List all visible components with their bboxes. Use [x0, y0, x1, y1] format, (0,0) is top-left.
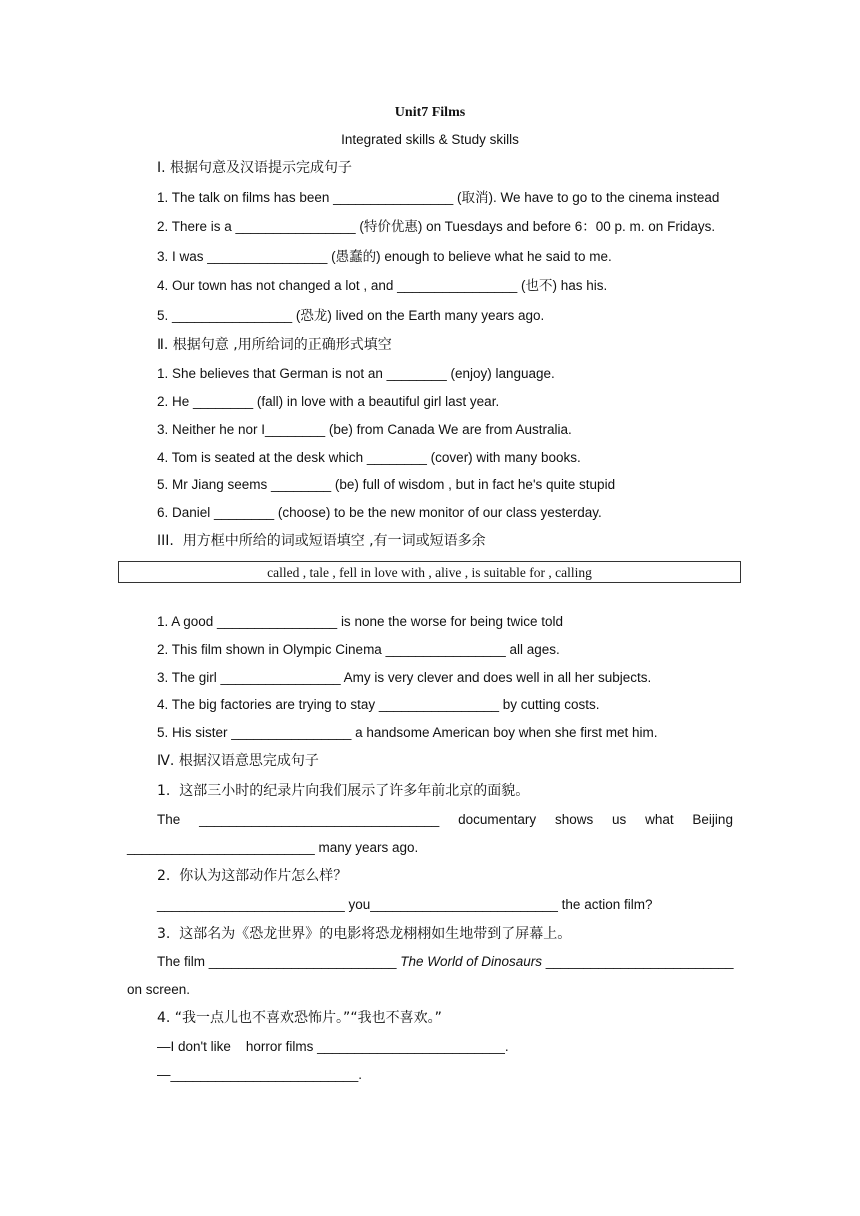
- section-3-item-1: 1. A good ________________ is none the worse for being twice told: [157, 614, 564, 629]
- section-4-q2-prompt: 2. 你认为这部动作片怎么样？: [157, 868, 348, 884]
- q1-word: us: [612, 812, 627, 827]
- section-4-q3-line: [157, 953, 733, 971]
- section-1-item-2: 2. There is a ________________ (特价优惠) on Tuesdays and before 6：00 p. m. on Fridays.: [157, 219, 716, 234]
- section-4-q3-continuation: on screen.: [127, 982, 191, 997]
- section-4-q1-prompt: 1. 这部三小时的纪录片向我们展示了许多年前北京的面貌。: [157, 783, 530, 799]
- word-box: called , tale , fell in love with , alive , is suitable for , calling: [118, 561, 741, 583]
- section-4-q1-continuation: _________________________ many years ago.: [127, 840, 419, 855]
- section-2-heading: Ⅱ. 根据句意 ,用所给词的正确形式填空: [157, 337, 392, 353]
- section-1-item-4: 4. Our town has not changed a lot , and ________________ (也不) has his.: [157, 278, 608, 293]
- section-1-item-1: 1. The talk on films has been ________________ (取消). We have to go to the cinema instead: [157, 190, 720, 205]
- page-subtitle: Integrated skills & Study skills: [341, 132, 519, 147]
- section-2-item-2: 2. He ________ (fall) in love with a beautiful girl last year.: [157, 394, 500, 409]
- section-4-q2-answer: _________________________ you_________________________ the action film?: [157, 897, 653, 912]
- section-3-item-3: 3. The girl ________________ Amy is very clever and does well in all her subjects.: [157, 670, 652, 685]
- section-1-item-3: 3. I was ________________ (愚蠢的) enough to believe what he said to me.: [157, 249, 612, 264]
- q3-pre: The film _________________________: [157, 954, 401, 969]
- q1-word: Beijing: [692, 812, 733, 827]
- q1-word: shows: [554, 812, 594, 827]
- section-3-item-4: 4. The big factories are trying to stay ________________ by cutting costs.: [157, 697, 600, 712]
- section-2-item-5: 5. Mr Jiang seems ________ (be) full of wisdom , but in fact he's quite stupid: [157, 477, 616, 492]
- section-4-q1-line: [157, 811, 733, 829]
- section-1-heading: Ⅰ. 根据句意及汉语提示完成句子: [157, 160, 353, 176]
- section-4-q4-line-1: —I don't like horror films _________________________.: [157, 1039, 509, 1054]
- q1-word: The: [157, 812, 181, 827]
- section-4-q3-prompt: 3. 这部名为《恐龙世界》的电影将恐龙栩栩如生地带到了屏幕上。: [157, 926, 572, 942]
- q1-blank: ________________________________: [199, 812, 440, 827]
- section-2-item-3: 3. Neither he nor I________ (be) from Canada We are from Australia.: [157, 422, 572, 437]
- q1-word: documentary: [458, 812, 537, 827]
- q3-post: _________________________: [542, 954, 734, 969]
- section-1-item-5: 5. ________________ (恐龙) lived on the Earth many years ago.: [157, 308, 545, 323]
- section-3-heading: III. 用方框中所给的词或短语填空 ,有一词或短语多余: [157, 533, 486, 549]
- section-2-item-4: 4. Tom is seated at the desk which ________ (cover) with many books.: [157, 450, 581, 465]
- section-2-item-6: 6. Daniel ________ (choose) to be the new monitor of our class yesterday.: [157, 505, 602, 520]
- section-4-q4-prompt: 4. “我一点儿也不喜欢恐怖片。”“我也不喜欢。”: [157, 1010, 442, 1026]
- section-3-item-5: 5. His sister ________________ a handsome American boy when she first met him.: [157, 725, 658, 740]
- q1-word: what: [645, 812, 674, 827]
- page-title: Unit7 Films: [394, 105, 466, 120]
- section-3-item-2: 2. This film shown in Olympic Cinema ________________ all ages.: [157, 642, 560, 657]
- q3-film-title: The World of Dinosaurs: [400, 954, 543, 969]
- section-4-heading: Ⅳ. 根据汉语意思完成句子: [157, 753, 319, 769]
- section-4-q4-line-2: —_________________________.: [157, 1067, 362, 1082]
- section-2-item-1: 1. She believes that German is not an ________ (enjoy) language.: [157, 366, 555, 381]
